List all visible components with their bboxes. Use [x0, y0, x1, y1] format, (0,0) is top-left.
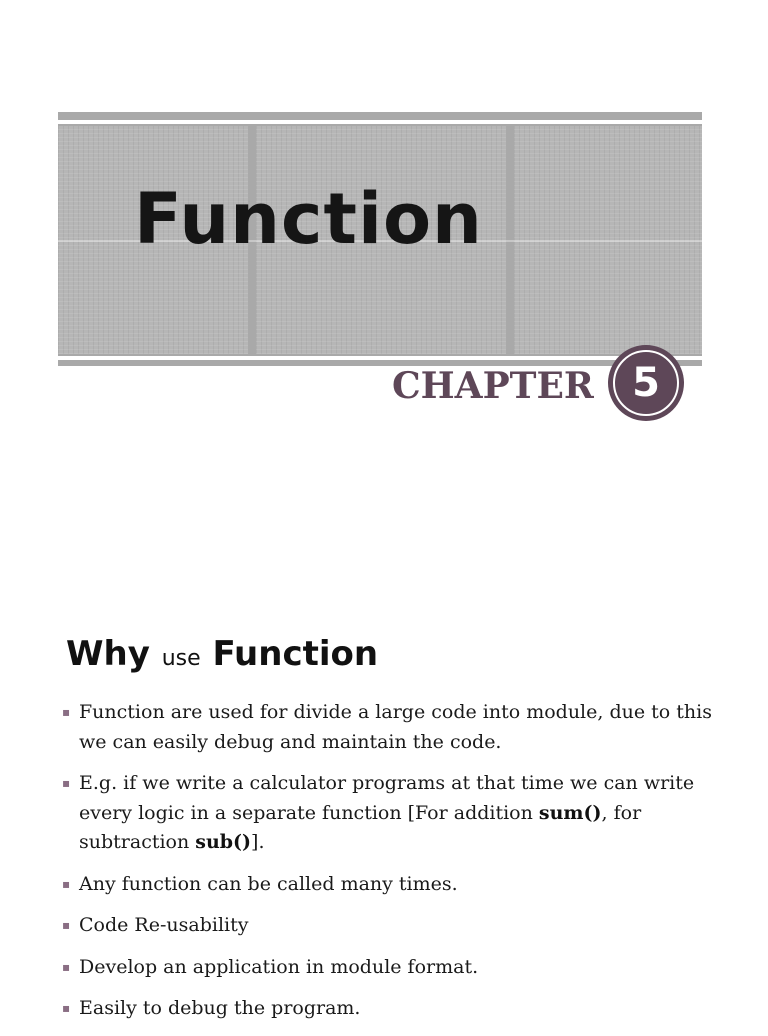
bullet-text: Develop an application in module format.: [79, 955, 479, 978]
bullet-text-middle: , for subtraction: [79, 801, 642, 853]
bullet-text: Code Re-usability: [79, 914, 249, 936]
list-item: [62, 994, 712, 1024]
section-heading: [66, 632, 378, 681]
list-item: [62, 953, 712, 983]
bullet-list: [62, 698, 712, 1036]
bullet-marker-icon: ▪: [62, 705, 71, 719]
chapter-label: CHAPTER: [392, 365, 594, 407]
chapter-number: 5: [613, 350, 679, 416]
list-item: [62, 769, 712, 858]
bullet-marker-icon: ▪: [62, 1001, 71, 1015]
bullet-marker-icon: ▪: [62, 918, 71, 932]
chapter-number-badge: [608, 345, 684, 421]
bullet-marker-icon: ▪: [62, 776, 71, 790]
bullet-text-end: ].: [251, 831, 265, 853]
slide-title: Function: [134, 178, 483, 260]
list-item: [62, 911, 712, 941]
list-item: [62, 698, 712, 757]
banner-top-stripe: [58, 120, 702, 124]
bullet-marker-icon: ▪: [62, 876, 71, 891]
banner-bottom-stripe: [58, 356, 702, 360]
bullet-text: E.g. if we write a calculator programs at that time we can write every logic in a separate function [For addition: [79, 772, 695, 824]
bullet-text: Easily to debug the program.: [79, 997, 361, 1019]
bullet-code-sum: sum(): [538, 801, 602, 824]
bullet-text: Function are used for divide a large code into module, due to this we can easily debug and maintain the code.: [79, 701, 712, 753]
bullet-marker-icon: ▪: [62, 959, 71, 974]
bullet-text: Any function can be called many times.: [79, 872, 458, 895]
list-item: [62, 870, 712, 900]
heading-word-why: Why: [66, 634, 150, 674]
title-banner: [58, 112, 702, 366]
heading-word-function: Function: [212, 634, 379, 674]
heading-word-use: use: [161, 646, 201, 671]
bullet-code-sub: sub(): [195, 831, 252, 853]
